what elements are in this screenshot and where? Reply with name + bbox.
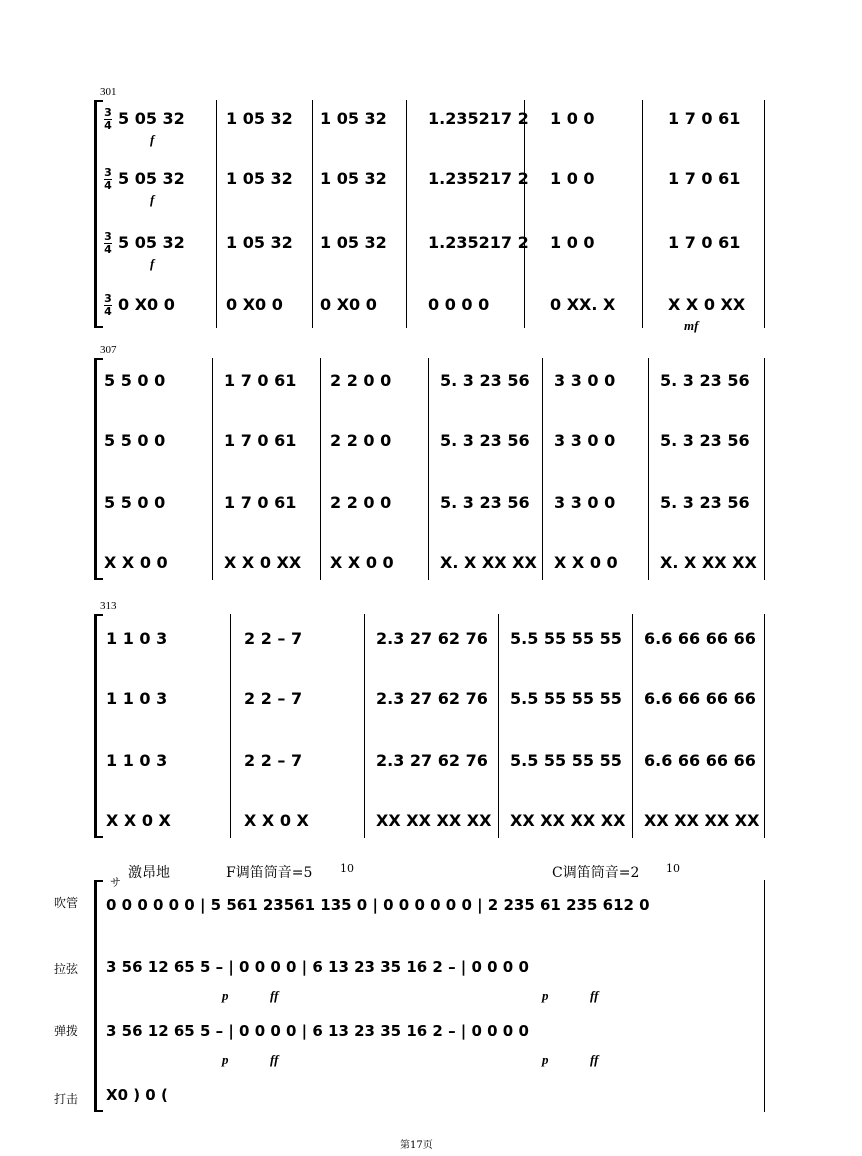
measure: $\frac{3}{4}$ 5 05 32 bbox=[104, 106, 185, 132]
measure: 3 56 12 65 5 – | 0 0 0 0 | 6 13 23 35 16 2 – | 0 0 0 0 bbox=[106, 1022, 529, 1040]
time-signature: $\frac{3}{4}$ bbox=[104, 166, 112, 192]
time-signature: $\frac{3}{4}$ bbox=[104, 230, 112, 256]
measure: 1 0 0 bbox=[550, 233, 595, 252]
staff-row bbox=[104, 746, 766, 776]
system-brace bbox=[94, 880, 103, 1112]
measure: 3 56 12 65 5 – | 0 0 0 0 | 6 13 23 35 16 2 – | 0 0 0 0 bbox=[106, 958, 529, 976]
measure: XX XX XX XX bbox=[510, 811, 626, 830]
system-307 bbox=[94, 358, 766, 580]
measure: $\frac{3}{4}$ 5 05 32 bbox=[104, 166, 185, 192]
system-brace bbox=[94, 614, 103, 838]
measure: 2.3 27 62 76 bbox=[376, 629, 488, 648]
measure: 2 2 0 0 bbox=[330, 371, 392, 390]
measure: 6.6 66 66 66 bbox=[644, 689, 756, 708]
measure: X X 0 0 bbox=[104, 553, 168, 572]
measure: XX XX XX XX bbox=[644, 811, 760, 830]
staff-row bbox=[104, 488, 766, 518]
measure: 2 2 – 7 bbox=[244, 689, 303, 708]
measure-number-307: 307 bbox=[100, 344, 117, 356]
instrument-label-percussion: 打击 bbox=[54, 1092, 79, 1106]
ten-annotation: 10 bbox=[666, 862, 680, 875]
key-annotation-f: F调笛筒音=5 bbox=[226, 865, 313, 881]
measure-number-313: 313 bbox=[100, 600, 117, 612]
measure: 0 X0 0 bbox=[226, 295, 283, 314]
instrument-label-winds: 吹管 bbox=[54, 896, 79, 910]
staff-row bbox=[104, 164, 766, 207]
measure: 5. 3 23 56 bbox=[660, 493, 750, 512]
dynamic-marking: p bbox=[542, 988, 549, 1003]
measure: 5 5 0 0 bbox=[104, 431, 166, 450]
measure: 1 1 0 3 bbox=[106, 751, 168, 770]
dynamic-marking: f bbox=[150, 256, 155, 271]
measure: X0 ) 0 ( bbox=[106, 1086, 168, 1104]
measure: 6.6 66 66 66 bbox=[644, 629, 756, 648]
free-rhythm-mark: サ bbox=[110, 876, 121, 889]
measure-number-301: 301 bbox=[100, 86, 117, 98]
measure: 0 X0 0 bbox=[320, 295, 377, 314]
measure: 3 3 0 0 bbox=[554, 371, 616, 390]
dynamic-marking: mf bbox=[684, 318, 699, 333]
measure: X X 0 XX bbox=[224, 553, 302, 572]
measure: 2.3 27 62 76 bbox=[376, 689, 488, 708]
measure: X X 0 X bbox=[244, 811, 309, 830]
ten-annotation: 10 bbox=[340, 862, 354, 875]
measure: X X 0 0 bbox=[554, 553, 618, 572]
measure: 1 7 0 61 bbox=[224, 371, 297, 390]
measure: X X 0 XX bbox=[668, 295, 746, 314]
staff-row bbox=[104, 624, 766, 654]
measure: 1 0 0 bbox=[550, 109, 595, 128]
staff-row bbox=[104, 1080, 766, 1110]
measure: 5 5 0 0 bbox=[104, 371, 166, 390]
measure: 1 05 32 bbox=[226, 109, 293, 128]
measure: 5.5 55 55 55 bbox=[510, 689, 622, 708]
system-301 bbox=[94, 100, 766, 333]
measure: 1 05 32 bbox=[320, 169, 387, 188]
measure: 1 1 0 3 bbox=[106, 629, 168, 648]
instrument-label-bowed-strings: 拉弦 bbox=[54, 962, 79, 976]
measure: 2 2 – 7 bbox=[244, 629, 303, 648]
staff-row bbox=[104, 890, 766, 920]
key-annotation-c: C调笛筒音=2 bbox=[552, 865, 640, 881]
page-footer: 第17页 bbox=[400, 1140, 433, 1151]
measure: 1 1 0 3 bbox=[106, 689, 168, 708]
measure: 5. 3 23 56 bbox=[440, 493, 530, 512]
measure: 2 2 0 0 bbox=[330, 493, 392, 512]
measure: 1.235217 2 bbox=[428, 169, 529, 188]
dynamic-marking: p bbox=[542, 1052, 549, 1067]
staff-row bbox=[104, 548, 766, 578]
measure: 1 7 0 61 bbox=[224, 431, 297, 450]
measure: 5.5 55 55 55 bbox=[510, 629, 622, 648]
dynamic-marking: p bbox=[222, 988, 229, 1003]
measure: 3 3 0 0 bbox=[554, 493, 616, 512]
time-signature: $\frac{3}{4}$ bbox=[104, 292, 112, 318]
dynamic-marking: f bbox=[150, 132, 155, 147]
measure: X X 0 0 bbox=[330, 553, 394, 572]
system-brace bbox=[94, 358, 103, 580]
measure: 1 7 0 61 bbox=[224, 493, 297, 512]
measure: 1 05 32 bbox=[226, 233, 293, 252]
measure: 2 2 0 0 bbox=[330, 431, 392, 450]
measure: 5. 3 23 56 bbox=[660, 431, 750, 450]
measure: 5. 3 23 56 bbox=[440, 371, 530, 390]
measure: 0 0 0 0 0 0 | 5 561 23561 135 0 | 0 0 0 0 0 0 | 2 235 61 235 612 0 bbox=[106, 896, 650, 914]
measure: 1 7 0 61 bbox=[668, 169, 741, 188]
measure: 1 0 0 bbox=[550, 169, 595, 188]
staff-row bbox=[104, 228, 766, 271]
dynamic-marking: ff bbox=[270, 988, 279, 1003]
measure: X. X XX XX bbox=[440, 553, 537, 572]
measure: 2.3 27 62 76 bbox=[376, 751, 488, 770]
measure: $\frac{3}{4}$ 0 X0 0 bbox=[104, 292, 175, 318]
staff-row bbox=[104, 1016, 766, 1046]
measure: 5. 3 23 56 bbox=[660, 371, 750, 390]
measure: 3 3 0 0 bbox=[554, 431, 616, 450]
instrument-label-plucked-strings: 弹拨 bbox=[54, 1024, 79, 1038]
dynamic-marking: f bbox=[150, 192, 155, 207]
measure: 1 7 0 61 bbox=[668, 109, 741, 128]
staff-row bbox=[104, 952, 766, 982]
staff-row bbox=[104, 684, 766, 714]
dynamic-marking: ff bbox=[590, 1052, 599, 1067]
measure: 5.5 55 55 55 bbox=[510, 751, 622, 770]
measure: 6.6 66 66 66 bbox=[644, 751, 756, 770]
measure: 1 05 32 bbox=[226, 169, 293, 188]
measure: 1 05 32 bbox=[320, 109, 387, 128]
tempo-marking: 激昂地 bbox=[128, 865, 170, 881]
staff-row bbox=[104, 104, 766, 147]
measure: 0 XX. X bbox=[550, 295, 616, 314]
staff-row bbox=[104, 426, 766, 456]
dynamic-marking: ff bbox=[590, 988, 599, 1003]
measure: X. X XX XX bbox=[660, 553, 757, 572]
measure: XX XX XX XX bbox=[376, 811, 492, 830]
measure: 5 5 0 0 bbox=[104, 493, 166, 512]
staff-row bbox=[104, 806, 766, 836]
measure: 1.235217 2 bbox=[428, 233, 529, 252]
system-final bbox=[94, 880, 766, 1112]
measure: $\frac{3}{4}$ 5 05 32 bbox=[104, 230, 185, 256]
measure: 2 2 – 7 bbox=[244, 751, 303, 770]
staff-row bbox=[104, 290, 766, 333]
dynamic-marking: ff bbox=[270, 1052, 279, 1067]
time-signature: $\frac{3}{4}$ bbox=[104, 106, 112, 132]
measure: 5. 3 23 56 bbox=[440, 431, 530, 450]
measure: 0 0 0 0 bbox=[428, 295, 490, 314]
measure: 1 05 32 bbox=[320, 233, 387, 252]
measure: 1 7 0 61 bbox=[668, 233, 741, 252]
dynamic-marking: p bbox=[222, 1052, 229, 1067]
measure: X X 0 X bbox=[106, 811, 171, 830]
system-313 bbox=[94, 614, 766, 838]
system-brace bbox=[94, 100, 103, 328]
measure: 1.235217 2 bbox=[428, 109, 529, 128]
staff-row bbox=[104, 366, 766, 396]
